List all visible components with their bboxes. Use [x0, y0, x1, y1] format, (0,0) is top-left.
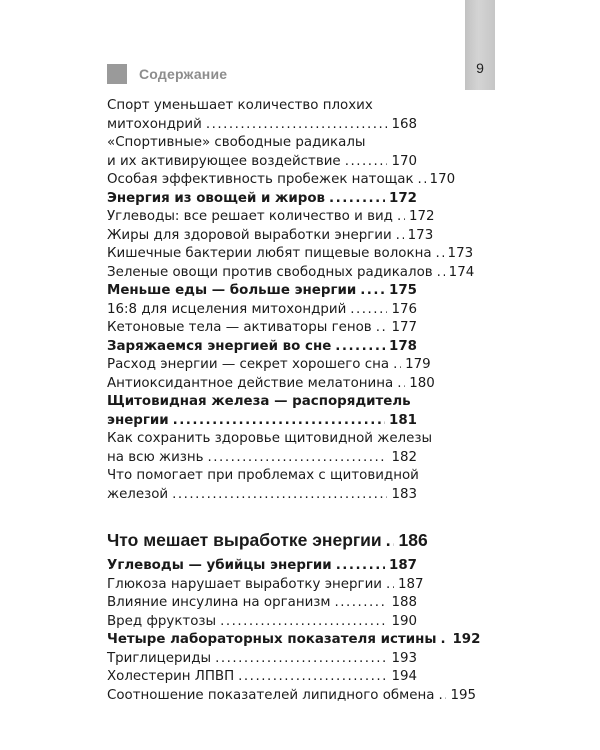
toc-entry-title: Щитовидная железа — распорядитель	[107, 394, 411, 409]
leader-dots	[386, 576, 394, 595]
leader-dots	[437, 264, 445, 283]
toc-entry-line	[107, 282, 417, 301]
leader-dots	[438, 687, 446, 706]
leader-dots	[418, 171, 426, 190]
toc-page-number: 173	[407, 227, 434, 243]
leader-dots	[376, 319, 388, 338]
toc-entry-title: Кишечные бактерии любят пищевые волокна	[107, 246, 432, 261]
section-title: Содержание	[139, 66, 228, 82]
toc-entry-title: 16:8 для исцеления митохондрий	[107, 301, 347, 317]
toc-entry-title: и их активирующее воздействие	[107, 153, 341, 169]
leader-dots	[329, 190, 385, 209]
section-marker-icon	[107, 64, 127, 84]
toc-entry-title: Зеленые овощи против свободных радикалов	[107, 264, 433, 280]
toc-subheading[interactable]	[107, 338, 417, 357]
toc-entry[interactable]	[107, 650, 417, 669]
toc-page-number: 183	[391, 486, 417, 502]
toc-entry-line	[107, 134, 417, 153]
leader-dots	[238, 668, 387, 687]
toc-entry-line	[107, 449, 417, 468]
toc-entry-line	[107, 557, 417, 576]
toc-entry[interactable]	[107, 171, 456, 190]
toc-entry[interactable]	[107, 134, 417, 171]
toc-subheading[interactable]	[107, 631, 481, 650]
leader-dots	[335, 338, 385, 357]
page-number: 9	[476, 60, 484, 76]
toc-entry-title: Заряжаемся энергией во сне	[107, 338, 332, 354]
toc-page-number: 174	[448, 264, 475, 280]
toc-entry-title: Жиры для здоровой выработки энергии	[107, 227, 392, 243]
toc-entry-line	[107, 116, 417, 135]
toc-entry-line	[107, 687, 477, 706]
toc-page-number: 187	[389, 558, 417, 573]
leader-dots	[335, 594, 388, 613]
toc-entry[interactable]	[107, 264, 475, 283]
table-of-contents	[107, 97, 481, 705]
toc-entry-line	[107, 467, 417, 486]
leader-dots	[208, 449, 388, 468]
toc-entry[interactable]	[107, 97, 417, 134]
toc-entry-title: Влияние инсулина на организм	[107, 595, 331, 610]
page-edge-tab	[465, 0, 495, 90]
toc-entry[interactable]	[107, 227, 434, 246]
leader-dots	[436, 245, 444, 264]
toc-entry[interactable]	[107, 594, 417, 613]
toc-entry-line	[107, 393, 417, 412]
toc-entry-title: Особая эффективность пробежек натощак	[107, 172, 414, 187]
toc-entry[interactable]	[107, 576, 424, 595]
toc-page-number: 179	[405, 357, 431, 372]
toc-entry-title: Четыре лабораторных показателя истины	[107, 632, 437, 647]
toc-page-number: 187	[397, 576, 424, 592]
toc-entry-title: Расход энергии — секрет хорошего сна	[107, 357, 390, 372]
leader-dots	[173, 412, 385, 431]
toc-page-number: 182	[391, 449, 417, 465]
chapter-title: Что мешает выработке энергии	[107, 530, 382, 550]
leader-dots	[440, 631, 448, 650]
toc-entry-title: Что помогает при проблемах с щитовидной	[107, 468, 419, 483]
toc-page-number: 176	[391, 301, 417, 317]
toc-subheading[interactable]	[107, 190, 417, 209]
toc-entry-line	[107, 208, 435, 227]
leader-dots	[360, 282, 385, 301]
toc-entry-line	[107, 668, 417, 687]
toc-entry-line	[107, 356, 431, 375]
toc-entry-title: митохондрий	[107, 116, 202, 132]
toc-entry-line	[107, 430, 433, 449]
toc-entry-line	[107, 594, 417, 613]
toc-page-number: 193	[391, 650, 417, 666]
chapter-page-number: 186	[398, 530, 428, 550]
toc-entry-line	[107, 227, 434, 246]
toc-entry-title: Углеводы: все решает количество и вид	[107, 209, 393, 224]
toc-entry-title: энергии	[107, 412, 169, 428]
toc-page-number: 195	[450, 687, 477, 703]
toc-page-number: 170	[429, 172, 456, 187]
toc-entry-title: Триглицериды	[107, 650, 212, 666]
toc-page-number: 178	[389, 338, 417, 354]
toc-page-number: 168	[391, 116, 417, 132]
toc-entry-line	[107, 319, 417, 338]
toc-entry-line	[107, 576, 424, 595]
toc-entry-title: Антиоксидантное действие мелатонина	[107, 375, 394, 391]
leader-dots	[172, 486, 387, 505]
toc-subheading[interactable]	[107, 282, 417, 301]
leader-dots	[350, 301, 387, 320]
toc-entry[interactable]	[107, 245, 474, 264]
leader-dots	[336, 557, 385, 576]
toc-subheading[interactable]	[107, 393, 417, 430]
toc-entry-title: Глюкоза нарушает выработку энергии	[107, 576, 382, 592]
toc-page-number: 188	[391, 595, 417, 610]
toc-page-number: 194	[391, 669, 417, 684]
toc-entry-title: Энергия из овощей и жиров	[107, 190, 326, 206]
toc-entry[interactable]	[107, 668, 417, 687]
toc-entry[interactable]	[107, 613, 417, 632]
toc-entry[interactable]	[107, 430, 433, 467]
toc-entry[interactable]	[107, 467, 417, 504]
toc-entry-title: железой	[107, 486, 169, 502]
toc-entry-line	[107, 412, 417, 431]
toc-page-number: 180	[409, 375, 435, 391]
toc-entry-title: Холестерин ЛПВП	[107, 669, 235, 684]
toc-page-number: 172	[408, 209, 435, 224]
toc-entry-line	[107, 650, 417, 669]
toc-page-number: 173	[447, 246, 474, 261]
toc-entry-line	[107, 153, 417, 172]
toc-entry[interactable]	[107, 301, 417, 320]
toc-entry[interactable]	[107, 319, 417, 338]
leader-dots	[386, 529, 394, 551]
toc-page-number: 190	[391, 613, 417, 629]
leader-dots	[220, 613, 387, 632]
leader-dots	[397, 375, 405, 394]
toc-entry-line	[107, 486, 417, 505]
toc-entry-title: Меньше еды — больше энергии	[107, 283, 357, 298]
toc-page-number: 172	[389, 190, 417, 206]
toc-entry-title: Кетоновые тела — активаторы генов	[107, 320, 372, 335]
toc-page-number: 192	[452, 632, 481, 647]
toc-subheading[interactable]	[107, 557, 417, 576]
toc-entry-title: «Спортивные» свободные радикалы	[107, 135, 366, 150]
toc-page-number: 170	[391, 153, 417, 169]
toc-entry-line	[107, 375, 435, 394]
toc-entry-line	[107, 171, 456, 190]
toc-entry-line	[107, 301, 417, 320]
toc-entry-line	[107, 631, 481, 650]
toc-page-number: 177	[391, 320, 417, 335]
toc-list-top	[107, 97, 475, 504]
toc-entry[interactable]	[107, 356, 431, 375]
leader-dots	[393, 356, 401, 375]
toc-entry[interactable]	[107, 375, 435, 394]
toc-list-bottom	[107, 557, 481, 705]
toc-page-number: 181	[389, 412, 417, 428]
toc-entry-line	[107, 338, 417, 357]
section-header	[107, 64, 227, 84]
toc-entry-line	[107, 264, 475, 283]
toc-entry-line	[107, 245, 474, 264]
toc-entry-line	[107, 613, 417, 632]
toc-entry[interactable]	[107, 687, 477, 706]
leader-dots	[206, 116, 388, 135]
chapter-heading[interactable]	[107, 529, 428, 551]
toc-page-number: 175	[389, 283, 417, 298]
leader-dots	[397, 208, 405, 227]
toc-entry[interactable]	[107, 208, 435, 227]
leader-dots	[345, 153, 388, 172]
toc-entry-line	[107, 190, 417, 209]
toc-entry-title: Как сохранить здоровье щитовидной железы	[107, 431, 433, 446]
leader-dots	[215, 650, 387, 669]
toc-entry-title: Соотношение показателей липидного обмена	[107, 687, 435, 703]
toc-entry-line	[107, 97, 417, 116]
toc-entry-title: Углеводы — убийцы энергии	[107, 558, 332, 573]
toc-entry-title: на всю жизнь	[107, 449, 204, 465]
toc-entry-title: Вред фруктозы	[107, 613, 217, 629]
toc-entry-title: Спорт уменьшает количество плохих	[107, 98, 373, 113]
leader-dots	[396, 227, 404, 246]
